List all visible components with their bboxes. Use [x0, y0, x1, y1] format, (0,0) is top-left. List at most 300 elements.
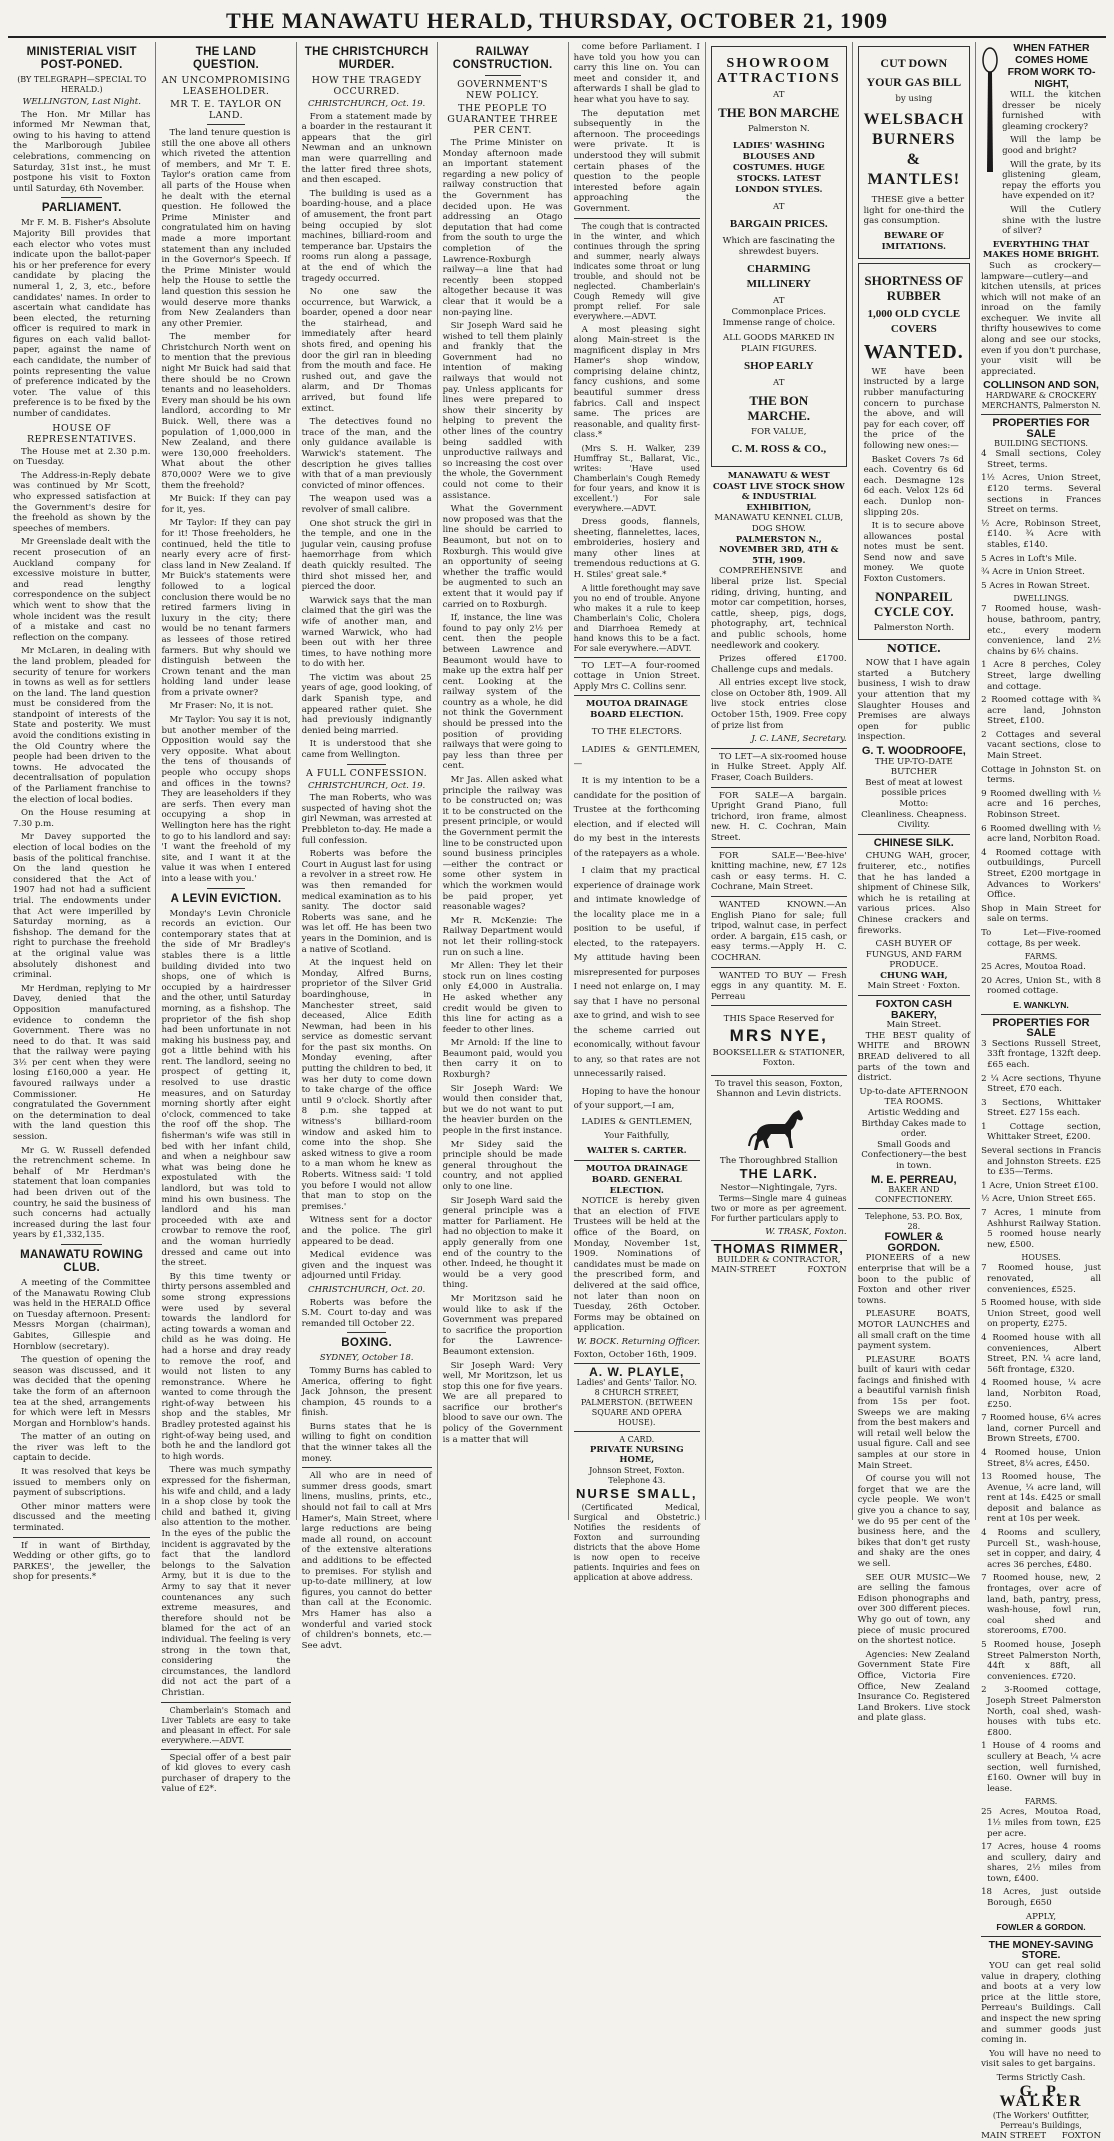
list-item: 7 Roomed house, 6¼ acres land, corner Purcell and Brown Streets, £700. [981, 1413, 1101, 1445]
subheadline: MR T. E. TAYLOR ON LAND. [170, 99, 282, 121]
article-paragraph: What the Government now proposed was that the line should be carried to Beaumont, but not on to Roxburgh. This would give an opportunity of seeing whether the traffic would be augmented to such an extent that it would pay if carried on to Roxburgh. [442, 504, 563, 610]
nye-location: Foxton. [762, 1058, 795, 1069]
election-close: LADIES & GENTLEMEN, [581, 1116, 693, 1127]
divider [981, 1936, 1101, 1937]
fowler-paragraph: SEE OUR MUSIC—We are selling the famous Edison phonographs and over 300 different pieces. Why go out of town, any piece of music procured on the shortest notice. [857, 1572, 971, 1647]
notice-signature: W. BOCK. Returning Officer. [576, 1336, 700, 1347]
list-item: 4 Roomed house, ¼ acre land, Norbiton Road, £250. [981, 1378, 1101, 1410]
lark-text: Nestor—Nightingale, 7yrs. [720, 1183, 838, 1194]
bakery-text: Artistic Wedding and Birthday Cakes made to order. [861, 1108, 967, 1140]
lark-text: The Thoroughbred Stallion [719, 1155, 838, 1166]
ad-text: WILL the kitchen dresser be nicely furnished with gleaming crockery? [1002, 90, 1101, 132]
article-paragraph: From a statement made by a boarder in the restaurant it appears that the girl Newman and an unknown man were quarrelling and the latter fired three shots, and then escaped. [301, 111, 432, 186]
list-item: 4 Roomed house, Union Street, 8¼ acres, £450. [981, 1447, 1101, 1469]
woodroofe-subheading: THE UP-TO-DATE BUTCHER [874, 756, 953, 778]
ad-text: Will the lamp be good and bright? [1002, 135, 1101, 156]
collinson-subheading: HARDWARE & CROCKERY MERCHANTS, Palmerston N. [981, 391, 1101, 411]
nye-text: THIS Space Reserved for [723, 1014, 834, 1025]
silk-location: Main Street · Foxton. [867, 981, 961, 992]
nye-subheading: BOOKSELLER & STATIONER, [712, 1047, 845, 1058]
article-paragraph: The victim was about 25 years of age, good looking, of dark Spanish type, and appeared rather quiet. She had previously indignantly denied being married. [301, 672, 432, 736]
article-paragraph: Mr Sidey said the principle should be made general throughout the country, and not applied only to one line. [442, 1139, 563, 1192]
article-paragraph: The building is used as a boarding-house, and a place of amusement, the front part being occupied by slot machines, billiard-room and temperance bar. Upstairs the rooms run along a passage, at the end of which the tragedy occurred. [301, 188, 432, 284]
article-paragraph: Mr R. McKenzie: The Railway Department would not let their rolling-stock run on such a line. [442, 915, 563, 958]
houses-subheading: HOUSES. [1021, 1253, 1061, 1263]
article-paragraph: At the inquest held on Monday, Alfred Burns, proprietor of the Silver Grid boardinghouse, in Manchester street, said deceased, Alice Edith Newman, had been in his service as domestic servant for the past six months. On Monday evening, after putting the children to bed, it was her duty to come down to take charge of the office until 9 o'clock. Shortly after 8 p.m. she tapped at witness's billiard-room window and asked him to come into the shop. She asked witness to give a room to a man whom he knew as Roberts. Witness said: 'I told you before I would not allow that man to stop on the premises.' [301, 958, 432, 1212]
properties-subheading: BUILDING SECTIONS. [994, 439, 1088, 449]
ad-text: Which are fascinating the shrewdest buyers. [722, 236, 835, 257]
nurse-address: Johnson Street, Foxton. Telephone 43. [589, 1465, 685, 1485]
column-8 [976, 42, 1106, 2141]
exhibition-heading: MANAWATU & WEST COAST LIVE STOCK SHOW & INDUSTRIAL EXHIBITION, [712, 471, 845, 513]
exhibition-paragraph: Prizes offered £1700. Challenge cups and medals. [710, 654, 847, 675]
bakery-heading: FOXTON CASH BAKERY, [875, 998, 952, 1021]
article-paragraph: The question of opening the season was discussed, and it was decided that the opening take the form of an afternoon tea at the shed, arrangements for which were left in Messrs Morgan and Hornblow's hands. [13, 1355, 151, 1429]
article-paragraph: The House met at 2.30 p.m. on Tuesday. [13, 446, 151, 468]
list-item: 5 Acres in Rowan Street. [981, 580, 1090, 591]
list-item: 25 Acres, Moutoa Road, 1½ miles from town, £25 per acre. [981, 1807, 1101, 1839]
ad-text: BARGAIN PRICES. [729, 218, 828, 230]
list-item: Several sections in Francis and Johnston Streets. £25 to £35—Terms. [981, 1146, 1101, 1178]
advert-paragraph: Chamberlain's Stomach and Liver Tablets are easy to take and pleasant in effect. For sale everywhere.—ADVT. [161, 1705, 291, 1745]
article-paragraph: Mr Buick: If they can pay for it, yes. [161, 494, 291, 515]
article-paragraph: Mr G. W. Russell defended the retrenchment scheme. In behalf of Mr Herdman's statement that loan companies had been driven out of the country, he said the business of such concerns had actually increased during the last four years by £1,332,135. [13, 1145, 151, 1241]
byline: (BY TELEGRAPH—SPECIAL TO HERALD.) [17, 75, 147, 94]
silk-name: CHUNG WAH, [880, 970, 948, 981]
article-paragraph: It is understood that she came from Wellington. [301, 739, 432, 761]
collinson-name: COLLINSON AND SON, [983, 379, 1099, 392]
list-item: 1 House of 4 rooms and scullery at Beach, ¼ acre section, well furnished, £160. Owner will buy in lease. [981, 1741, 1101, 1794]
list-item: 5 Acres in Loft's Mile. [981, 553, 1077, 564]
fowler-paragraph: PIONEERS of a new enterprise that will be a boon to the public of Foxton and other river towns. [857, 1253, 971, 1306]
ad-text: Will the Cutlery shine with the lustre of silver? [1002, 204, 1101, 237]
article-paragraph: The land tenure question is still the one above all others which riveted the attention of members, and Mr T. E. Taylor's oration came from all parts of the House when he dealt with the eternal question. He followed the Prime Minister and congratulated him on having made a more important statement than any included in the Governor's Speech. If the Prime Minister would help the House to settle the land question this session he would deserve more thanks from New Zealanders than any other Premier. [161, 128, 291, 329]
divider [711, 967, 847, 968]
divider [161, 1702, 290, 1703]
ad-text: SHORTNESS OF RUBBER [864, 272, 964, 303]
columns [8, 42, 1106, 2141]
rimmer-name: THOMAS RIMMER, [713, 1241, 844, 1257]
store-paragraph: You will have no need to visit sales to get bargains. [981, 2048, 1101, 2070]
fowler-heading: FOWLER & GORDON. [884, 1231, 944, 1254]
subheadline: GOVERNMENT'S NEW POLICY. [457, 79, 549, 101]
column-3 [297, 42, 438, 1651]
exhibition-signature: J. C. LANE, Secretary. [751, 734, 847, 745]
article-paragraph: On the House resuming at 7.30 p.m. [13, 808, 151, 829]
bakery-text: Small Goods and Confectionery—the best in town. [861, 1139, 967, 1171]
woodroofe-motto: Motto: [899, 798, 929, 809]
article-paragraph: One shot struck the girl in the temple, and one in the jugular vein, causing profuse haemorrhage from which death quickly resulted. The third shot missed her, and pierced the door. [301, 518, 432, 593]
bakery-owner: M. E. PERREAU, [871, 1173, 957, 1186]
exhibition-subheading: MANAWATU KENNEL CLUB, DOG SHOW. [714, 513, 844, 534]
nurse-details: (Certificated Medical, Surgical and Obstetric.) Notifies the residents of Foxton and surrounding districts that the above Home is now open to receive patients. Inquiries and fees on application at above address. [573, 1502, 700, 1582]
article-paragraph: The matter of an outing on the river was left to the captain to decide. [13, 1432, 151, 1464]
divider [858, 995, 970, 996]
silk-text: CASH BUYER OF FUNGUS, AND FARM PRODUCE. [865, 939, 962, 971]
collinson-advert [981, 42, 1101, 240]
lark-name: THE LARK. [739, 1166, 818, 1182]
rimmer-town: FOXTON [807, 1265, 847, 1276]
list-item: 13 Roomed house, The Avenue, ¼ acre land, will rent at 14s. £425 or small deposit and balance as rent at 10s per week. [981, 1472, 1101, 1525]
advert-paragraph: All who are in need of summer dress goods, smart linens, muslins, prints, etc., should not fail to call at Mrs Hamer's, Main Street, where large reductions are being made all round, on account of the extensive alterations and additions to be effected to premises. For stylish and up-to-date millinery, at low figures, you cannot do better than call at the Economic. Mrs Hamer has also a wonderful and varied stock of children's bonnets, etc.—See advt. [301, 1471, 432, 1651]
article-paragraph: A meeting of the Committee of the Manawatu Rowing Club was held in the HERALD Office on Tuesday afternoon. Present: Messrs Morgan (chairman), Gabites, Gillespie and Hornblow (secretary). [13, 1277, 151, 1352]
bakery-paragraph: THE BEST quality of WHITE and BROWN BREAD delivered to all parts of the town and district. [857, 1030, 971, 1084]
election-paragraph: It is my intention to be a candidate for the position of Trustee at the forthcoming election, and if elected will do my best in the interests of the ratepayers as a whole. [573, 776, 700, 859]
ad-text: CUT DOWN [880, 56, 948, 70]
ad-text: 1,000 OLD CYCLE COVERS [867, 307, 961, 335]
list-item: 25 Acres, Moutoa Road. [981, 962, 1086, 973]
election-subheading: TO THE ELECTORS. [591, 726, 682, 737]
list-item: 7 Roomed house, new, 2 frontages, over acre of land, bath, pantry, press, wash-house, fowl run, coal shed and storerooms, £700. [981, 1573, 1101, 1637]
article-paragraph: Roberts was before the Court in August last for using a revolver in a street row. He was then remanded for medical examination as to his sanity. The doctor said Roberts was sane, and he was let off. He has been two years in the Dominion, and is a native of Scotland. [301, 849, 432, 955]
list-item: 6 Roomed dwelling with ½ acre land, Norbiton Road. [981, 823, 1101, 845]
nurse-card: A CARD. [619, 1434, 655, 1444]
exhibition-dates: PALMERSTON N., NOVEMBER 3RD, 4TH & 5TH, 1909. [719, 534, 839, 566]
father-heading: WHEN FATHER COMES HOME FROM WORK TO-NIGHT, [1007, 42, 1096, 90]
headline-railway-construction: RAILWAY CONSTRUCTION. [452, 46, 553, 71]
properties-heading: PROPERTIES FOR SALE [992, 1016, 1090, 1040]
article-paragraph: Warwick says that the man claimed that the girl was the wife of another man, and warned Warwick, who had been out with her three times, to have nothing more to do with her. [301, 595, 432, 670]
fowler-paragraph: PLEASURE BOATS, MOTOR LAUNCHES and all small craft on the time payment system. [857, 1309, 971, 1352]
divider [981, 414, 1101, 415]
list-item: 1 Acre, Union Street £100. [981, 1180, 1099, 1191]
list-item: Shop in Main Street for sale on terms. [981, 903, 1101, 925]
ad-text: LADIES' WASHING BLOUSES AND COSTUMES. HUGE STOCKS. LATEST LONDON STYLES. [732, 141, 825, 195]
ad-text: AT [773, 378, 785, 388]
wanklyn-name: E. WANKLYN. [1013, 999, 1069, 1010]
list-item: 7 Roomed house, wash-house, bathroom, pantry, etc., every modern convenience, land 2½ chains by 6½ chains. [981, 604, 1101, 657]
masthead: THE MANAWATU HERALD, THURSDAY, OCTOBER 21, 1909 [8, 6, 1106, 38]
election-signature: WALTER S. CARTER. [586, 1145, 687, 1156]
woodroofe-motto: Cleanliness. Cheapness. Civility. [861, 809, 967, 831]
ad-text: WE have been instructed by a large rubber manufacturing concern to purchase the above, and will pay for each cover, off the price of the following new ones:— [863, 366, 965, 451]
divider [13, 1537, 150, 1538]
column-6 [706, 42, 853, 1520]
notice-paragraph: NOTICE is hereby given that an election of FIVE Trustees will be held at the office of the Board, on Monday, November 1st, 1909. Nominations of candidates must be made on the prescribed form, and delivered at the said office, not later than noon on Tuesday, 26th October. Forms may be obtained on application. [573, 1196, 700, 1334]
bakery-location: Main Street. [886, 1020, 942, 1031]
divider [711, 1075, 847, 1076]
store-location: Palmerston N. [747, 124, 810, 134]
subheadline: A FULL CONFESSION. [306, 767, 428, 779]
classified-ad: WANTED KNOWN.—An English Piano for sale; full tripod, walnut case, in perfect order. A bargain, £15 cash, or easy terms.—Apply H. C. COCHRAN. [710, 899, 847, 963]
ad-text: BEWARE OF IMITATIONS. [881, 230, 946, 252]
article-paragraph: The deputation met subsequently in the afternoon. The proceedings were private. It is understood they will submit certain phases of the question to the people interested before again approaching the Government. [573, 108, 700, 214]
list-item: ½ Acre, Robinson Street, £140. ¾ Acre with stables, £140. [981, 518, 1101, 550]
lark-signature: W. TRASK, Foxton. [765, 1226, 847, 1237]
notice-date: Foxton, October 16th, 1909. [573, 1349, 697, 1360]
article-paragraph: The member for Christchurch North went on to mention that the previous night Mr Buick had said that there should be no Crown tenants and no leaseholders. Every man should be his own landlord, according to Mr Buick. Well, there was a population of 1,000,000 in New Zealand, and there were 130,000 freeholders. What about the other 870,000? Were we to give them the freehold? [161, 332, 291, 491]
list-item: 2 Cottages and several vacant sections, close to Main Street. [981, 729, 1101, 762]
fowler-paragraph: PLEASURE BOATS built of kauri with cedar facings and finished with a beautiful varnish finish from 15s per foot. Sweeps we are making from the best makers and will retail well below the usual figure. Call and see samples at our store in Main Street. [857, 1354, 971, 1471]
list-item: 4 Roomed cottage with outbuildings, Purcell Street, £200 mortgage in Advances to Workers' Office. [981, 847, 1101, 901]
welsbach-title: WELSBACH BURNERS & MANTLES! [863, 111, 965, 188]
divider [711, 748, 847, 749]
rimmer-address [711, 1265, 847, 1276]
dateline: CHRISTCHURCH, Oct. 20. [307, 1284, 426, 1295]
article-paragraph: Sir Joseph Ward said the general principle was a matter for Parliament. He had no objection to make it apply generally from one end of the country to the other. Indeed, he thought it would be a very good thing. [442, 1195, 563, 1291]
article-paragraph: The Prime Minister on Monday afternoon made an important statement regarding a new policy of railway construction that the Government has decided upon. He was addressing an Otago deputation that had come from the south to urge the completion of the Lawrence-Roxburgh railway—a line that had recently been stopped altogether because it was clear that it would be a non-paying line. [442, 138, 563, 318]
dateline: CHRISTCHURCH, Oct. 19. [307, 780, 426, 791]
walker-subheading: Perreau's Buildings, [1000, 2120, 1082, 2130]
headline-land-question: THE LAND QUESTION. [193, 46, 259, 71]
divider [207, 124, 246, 125]
election-close: Your Faithfully, [604, 1131, 670, 1142]
article-paragraph: It was resolved that keys be issued to members only on payment of subscriptions. [13, 1467, 151, 1499]
store-owner: C. M. ROSS & CO., [731, 443, 827, 455]
list-item: 1½ Acres, Union Street, £120 terms. Several sections in Frances Street on terms. [981, 473, 1101, 516]
list-item: 2 3-Roomed cottage, Joseph Street Palmerston North, coal shed, wash-houses with tubs etc. £800. [981, 1685, 1101, 1738]
election-salutation: LADIES & GENTLEMEN,— [573, 745, 700, 770]
ad-text: Such as crockery—lampware—cutlery—and kitchen utensils, at prices which will not make of an inroad on the family exchequer. We invite all thrifty housewives to come along and see our stocks, even if you don't purchase, your visit will be appreciated. [981, 260, 1101, 377]
divider [711, 1005, 847, 1006]
article-paragraph: Dress goods, flannels, sheeting, flannelettes, laces, embroideries, hosiery and many other lines at tremendous reductions at G. H. Stiles' great sale.* [573, 517, 700, 580]
article-paragraph: Mr Taylor: You say it is not, but another member of the Opposition would say the very opposite. What about the tens of thousands of people who occupy shops and offices in the towns? They are leaseholders if they are serfs. Then every man occupying a shop in Wellington here has the right to go to his landlord and say: 'I want the freehold of my site, and I want it at the value it was when I entered into a lease with you.' [161, 715, 291, 884]
ad-text: FOR VALUE, [751, 427, 807, 437]
column-1 [8, 42, 156, 1583]
dateline: WELLINGTON, Last Night. [22, 97, 141, 107]
article-paragraph: The Address-in-Reply debate was continued by Mr Scott, who expressed satisfaction at the Government's desire for the freehold as shown by the speeches of members. [13, 470, 151, 534]
ad-text: AT [773, 90, 785, 100]
ad-text: SHOP EARLY [743, 360, 814, 372]
welsbach-advert [858, 46, 970, 259]
nurse-home-heading: PRIVATE NURSING HOME, [589, 1444, 684, 1466]
rimmer-street: MAIN-STREET [710, 1265, 777, 1276]
subheadline: HOUSE OF REPRESENTATIVES. [26, 422, 137, 445]
ad-text: ALL GOODS MARKED IN PLAIN FIGURES. [723, 333, 835, 354]
article-paragraph: A most pleasing sight along Main-street is the magnificent display in Mrs Hamer's shop window, comprising delaine chintz, fancy cushions, and some beautiful summer dress fabrics. Call and inspect same. The prices are reasonable, and quality first-class.* [573, 324, 700, 441]
walker-street: MAIN STREET [981, 2130, 1047, 2141]
walker-name: G. P. WALKER [999, 2082, 1083, 2111]
election-heading: MOUTOA DRAINAGE BOARD ELECTION. [585, 699, 688, 720]
showroom-title: SHOWROOM ATTRACTIONS [716, 56, 841, 86]
divider [574, 1363, 700, 1364]
walker-address [981, 2131, 1101, 2141]
walker-town: FOXTON [1061, 2130, 1101, 2141]
column-5 [569, 42, 706, 1582]
advert-paragraph: (Mrs S. H. Walker, 239 Humffray St., Ballarat, Vic., writes: 'Have used Chamberlain's Cough Remedy for four years, and know it is excellent.') For sale everywhere.—ADVT. [573, 444, 700, 514]
rimmer-subheading: BUILDER & CONTRACTOR, [717, 1254, 841, 1265]
nye-name: MRS NYE, [729, 1025, 828, 1045]
article-paragraph: Mr Herdman, replying to Mr Davey, denied that the Opposition manufactured evidence to condemn the Government. There was no need to do that. It was said that the railway were paying 3½ per cent when they were losing £160,000 a year. He favoured railways under a Commissioner. He congratulated the Government on the determination to deal with the land question this session. [13, 983, 151, 1143]
classified-ad: WANTED TO BUY — Fresh eggs in any quantity. M. E. Perreau [710, 970, 847, 1002]
properties-heading: PROPERTIES FOR SALE [992, 417, 1090, 440]
divider [347, 1332, 386, 1333]
divider [711, 896, 847, 897]
list-item: To Let—Five-roomed cottage, 8s per week. [981, 927, 1101, 949]
article-paragraph: If, instance, the line was found to pay only 2½ per cent. then the people between Lawrence and Beaumont would have to make up the extra half per cent. Looking at the railway system of the country as a whole, he did not think the Government should be pressed into the position of providing railways that were going to pay less than three per cent. [442, 613, 563, 772]
silk-heading: CHINESE SILK. [873, 836, 954, 849]
list-item: 20 Acres, Union St., with 8 roomed cottage. [981, 975, 1101, 997]
ad-text: YOUR GAS BILL [866, 75, 962, 89]
article-paragraph: Roberts was before the S.M. Court to-day and was remanded till October 22. [301, 1297, 432, 1329]
divider [161, 1749, 290, 1750]
list-item: 4 Roomed house with all conveniences, Albert Street, P.N. ¼ acre land, 56ft frontage, £320. [981, 1332, 1101, 1375]
article-paragraph: Mr Fraser: No, it is not. [169, 701, 274, 712]
divider [302, 1467, 432, 1468]
bakery-text: Up-to-date AFTERNOON TEA ROOMS. [859, 1086, 969, 1108]
properties-subheading: DWELLINGS. [1013, 594, 1069, 604]
article-paragraph: Tommy Burns has cabled to America, offering to fight Jack Johnson, the present champion, 45 rounds to a finish. [301, 1365, 432, 1419]
list-item: 1 Acre 8 perches, Coley Street, large dwelling and cottage. [981, 660, 1101, 692]
advert-paragraph: Special offer of a best pair of kid gloves to every cash purchaser of drapery to the value of £2*. [161, 1752, 291, 1795]
subheadline: AN UNCOMPROMISING LEASEHOLDER. [161, 75, 291, 97]
divider [574, 218, 700, 219]
article-paragraph: The weapon used was a revolver of small calibre. [301, 494, 432, 515]
article-paragraph: The Hon. Mr Millar has informed Mr Newman that, owing to his having to attend the Marlborough Jubilee celebrations, commencing on Saturday, 31st inst., he must postpone his visit to Foxton until Saturday, 6th November. [13, 109, 151, 194]
ad-text: AT [773, 202, 785, 212]
divider [347, 764, 386, 765]
article-paragraph: Mr Jas. Allen asked what principle the railway was to be constructed on; was it to be constructed on the present principle, or would the Government permit the line to be constructed upon sound business principles—either the contract or some other system in which the workmen would be paid proper, yet reasonable wages? [442, 775, 563, 913]
column-2 [156, 42, 296, 1795]
list-item: 4 Small sections, Coley Street, terms. [981, 449, 1101, 470]
ad-text: THESE give a better light for one-third the gas consumption. [863, 195, 965, 227]
article-paragraph: Mr Greenslade dealt with the recent prosecution of an Auckland company for excessive moisture in butter, and read lengthy correspondence on the subject which went to show that the whole incident was the result of a mistake and cast no reflection on the company. [13, 537, 151, 643]
divider [711, 787, 847, 788]
lark-text: To travel this season, Foxton, Shannon and Levin districts. [714, 1078, 843, 1100]
divider [711, 847, 847, 848]
column-4 [438, 42, 569, 1520]
ad-text: Will the grate, by its glistening gleam, repay the efforts you have expended on it? [1002, 159, 1101, 202]
article-paragraph: Witness sent for a doctor and the police. The girl appeared to be dead. [301, 1215, 432, 1247]
divider [574, 657, 700, 658]
election-paragraph: I claim that my practical experience of drainage work and intimate knowledge of the locality place me in a position to be useful, if elected, to the ratepayers. My attitude having been misrepresented for purposes I need not enlarge on, I may say that I have no personal axe to grind, and wish to see the scheme carried out economically, without favour to any, so that rates are not unnecessarily raised. [573, 866, 700, 1080]
notice-paragraph: NOW that I have again started a Butchery business, I wish to draw your attention that my Slaughter Houses and Premises are always open for public inspection. [857, 658, 971, 743]
election-paragraph: Hoping to have the honour of your support,—I am, [573, 1086, 700, 1111]
article-paragraph: Mr Moritzson said he would like to ask if the Government was prepared to sacrifice the proportion for the Lawrence-Beaumont extension. [442, 1293, 563, 1357]
ad-text: AT [773, 296, 785, 306]
list-item: ½ Acre, Union Street £65. [981, 1194, 1096, 1205]
woodroofe-name: G. T. WOODROOFE, [861, 745, 966, 757]
article-paragraph: The detectives found no trace of the man, and the only guidance available is Warwick's statement. The description he gives tallies with that of a man previously convicted of minor offences. [301, 417, 432, 491]
article-paragraph: Medical evidence was given and the inquest was adjourned until Friday. [301, 1250, 432, 1282]
advert-paragraph: The cough that is contracted in the winter, and which continues through the spring and summer, nearly always indicates some throat or lung trouble, and should not be neglected. Chamberlain's Cough Remedy will give prompt relief. For sale everywhere.—ADVT. [573, 221, 700, 321]
divider [574, 1160, 700, 1161]
divider [574, 695, 700, 696]
ad-text: Palmerston North. [873, 622, 955, 633]
horse-illustration [747, 1104, 811, 1152]
classified-ad: TO LET—A four-roomed cottage in Union Street. Apply Mrs C. Collins senr. [573, 660, 700, 692]
list-item: 7 Acres, 1 minute from Ashhurst Railway Station. 5 roomed house nearly new, £500. [981, 1208, 1101, 1250]
general-election-heading: MOUTOA DRAINAGE BOARD. GENERAL ELECTION. [585, 1164, 688, 1196]
notice-heading: NOTICE. [886, 641, 941, 655]
nurse-name: NURSE SMALL, [576, 1485, 698, 1501]
list-item: 3 Sections, Whittaker Street. £27 15s each. [981, 1097, 1101, 1119]
list-item: 9 Roomed dwelling with ½ acre and 16 perches, Robinson Street. [981, 788, 1101, 821]
article-paragraph: Mr Allen: They let their stock run on lines costing only £4,000 in Australia. He asked whether any credit would be given to this line for acting as a feeder to other lines. [442, 961, 563, 1035]
store-name: THE BON MARCHE [718, 105, 840, 120]
headline-levin-eviction: A LEVIN EVICTION. [170, 892, 282, 905]
headline-christchurch-murder: THE CHRISTCHURCH MURDER. [304, 46, 429, 71]
article-paragraph: By this time twenty or thirty persons assembled and some strong expressions were used by several towards the landlord for acting towards a woman and child as he was doing. He had a horse and dray ready to remove the roof, and would not listen to any remonstrance. Where he wanted to come through the right-of-way between his shop and the stables, Mr Bradley protested against his right-of-way being used, and both he and the landlord got to high words. [161, 1271, 291, 1462]
article-paragraph: Sir Joseph Ward: We would then consider that, but we do not want to put the heavier burden on the people in the first instance. [442, 1083, 563, 1137]
rubber-advert [858, 263, 970, 640]
article-paragraph: Mr F. M. B. Fisher's Absolute Majority Bill provides that each elector who votes must indicate upon the ballot-paper his or her preference for every candidate by placing the numeral 1, 2, 3, etc., before candidates' names. In order to ascertain what candidate has been elected, the returning officer is required to mark in figures on each valid ballot-paper, against the name of each candidate, the number of points representing the value of preference indicated by the voter. The value of this preference is to be fixed by the number of candidates. [13, 218, 151, 420]
lark-terms: Terms—Single mare 4 guineas two or more as per agreement. For further particulars apply to [710, 1193, 847, 1223]
classified-ad: FOR SALE—A bargain. Upright Grand Piano, full trichord, iron frame, almost new. H. C. Cochran, Main Street. [710, 790, 847, 843]
article-paragraph: come before Parliament. I have told you how you can carry this line on. You can meet and consider it, and afterwards I shall be glad to hear what you have to say. [573, 42, 700, 105]
apply-text: APPLY, [1025, 1911, 1057, 1922]
divider [61, 197, 102, 198]
headline-parliament: PARLIAMENT. [41, 202, 122, 215]
list-item: Cottage in Johnston St. on terms. [981, 764, 1101, 786]
advert-paragraph: If in want of Birthday, Wedding or other gifts, go to PARKES', the jeweller, the shop for presents.* [13, 1540, 151, 1583]
divider [207, 888, 246, 889]
list-item: 2 ¼ Acre sections, Thyune Street, £70 each. [981, 1073, 1101, 1095]
article-paragraph: Mr Arnold: If the line to Beaumont paid, would you then carry it on to Roxburgh? [442, 1038, 563, 1081]
store-heading: THE MONEY-SAVING STORE. [988, 1938, 1094, 1962]
father-subheading: EVERYTHING THAT MAKES HOME BRIGHT. [982, 239, 1100, 261]
store-name: THE BON MARCHE. [747, 393, 810, 423]
fowler-paragraph: Agencies: New Zealand Government State Fire Office, Victoria Fire Office, New Zealand Insurance Co. Registered Land Brokers. Live stock and plate glass. [857, 1649, 971, 1724]
article-paragraph: There was much sympathy expressed for the fisherman, his wife and child, and a lady in a shop close by took the child and bathed it, giving also attention to the mother. In the eyes of the public the incident is aggravated by the fact that the landlord belongs to the Salvation Army, but it is due to the Army to say that it never countenances any such extreme measures, and therefore should not be blamed for the act of an individual. The feeling is very strong in the town that, considering the circumstances, the landlord did not act the part of a Christian. [161, 1465, 291, 1698]
headline-rowing-club: MANAWATU ROWING CLUB. [20, 1248, 144, 1274]
list-item: 3 Sections Russell Street, 33ft frontage, 132ft deep. £65 each. [981, 1038, 1101, 1070]
list-item: 7 Roomed house, just renovated, all conveniences, £525. [981, 1263, 1101, 1295]
divider [485, 75, 521, 76]
dateline: SYDNEY, October 18. [319, 1353, 414, 1364]
list-item: 5 Roomed house, Joseph Street Palmerston North, 44ft x 88ft, all conveniences. £720. [981, 1640, 1101, 1682]
woodroofe-text: Best of meat at lowest possible prices [865, 777, 963, 799]
wanted-title: WANTED. [863, 340, 964, 363]
list-item: 18 Acres, just outside Borough, £650 [981, 1887, 1101, 1909]
article-paragraph: Mr Taylor: If they can pay for it! Those freeholders, he continued, held the title to nearly every acre of first-class land in New Zealand. If Mr Buick's statements were followed to a logical conclusion there would be no retired farmers living in luxury in the city; there would be no tenant farmers as lessees of those retired farmers. But why should we distinguish between the Crown tenant and the man holding land under lease from a private owner? [161, 518, 291, 698]
bon-marche-advert [711, 46, 847, 467]
article-paragraph: Monday's Levin Chronicle records an eviction. Our contemporary states that at the side of Mr Bradley's stables there is a little building divided into two shops, one of which is occupied by a hairdresser and the other, until Saturday morning, as a fishshop. The proprietor of the fish shop had been unfortunate in not making his business pay, and got a little behind with his rent. The landlord, seeing no prospect of getting it, resolved to use drastic measures, and on Saturday morning shortly after eight o'clock, commenced to take the roof off the shop. The fisherman's wife was still in bed with her infant child, and when a neighbour saw what was being done he expostulated with the landlord, but was told to mind his own business. The landlord and his man proceeded with axe and crowbar to remove the roof, and the woman hurriedly dressed and came out into the street. [161, 908, 291, 1269]
article-paragraph: Mr Davey supported the election of local bodies on the basis of the political franchise. On the land question he considered that the Act of 1907 had not had a sufficient trial. The endowments under that Act were imperilled by Saturday morning, as a fishshop. The demand for the right to purchase the freehold at the original value was absolutely dishonest and criminal. [13, 832, 151, 981]
list-item: 2 Roomed cottage with ¾ acre land, Johnston Street, £100. [981, 695, 1101, 727]
ad-text: Basket Covers 7s 6d each. Coventry 6s 6d each. Desmagne 12s 6d each. Velox 12s 6d each. Dunlop non-slipping 20s. [863, 454, 965, 518]
ad-text: by using [895, 94, 933, 104]
dateline: CHRISTCHURCH, Oct. 19. [307, 99, 426, 109]
subheadline: THE PEOPLE TO GUARANTEE THREE PER CENT. [447, 103, 559, 136]
divider [858, 1208, 970, 1209]
list-item: ¾ Acre in Union Street. [981, 567, 1085, 578]
fowler-paragraph: Of course you will not forget that we are the cycle people. We won't give you a chance to say, we do 95 per cent of the business here, and the bikes that don't get rusty and shaky are the ones we sell. [857, 1474, 971, 1569]
playle-details: Ladies' and Gents' Tailor. NO. 8 CHURCH STREET, PALMERSTON. (BETWEEN SQUARE AND OPERA HOUSE). [576, 1377, 697, 1427]
divider [981, 1014, 1101, 1015]
classified-ad: FOR SALE—'Bee-hive' knitting machine, new, £7 12s cash or easy terms. H. C. Cochrane, Main Street. [710, 850, 847, 893]
article-paragraph: Sir Joseph Ward said he wished to tell them plainly and frankly that the Government had no intention of making railways that would not pay. Unless applicants for lines were prepared to show their sincerity by helping to prevent the other lines of the country being saddled with unproductive railways and so increasing the cost over the whole, the Government could not come to their assistance. [442, 321, 563, 501]
headline-ministerial-visit: MINISTERIAL VISIT POST-PONED. [26, 46, 137, 71]
store-terms: Terms Strictly Cash. [996, 2072, 1086, 2083]
list-item: 1 Cottage section, Whittaker Street, £200. [981, 1121, 1101, 1143]
nonpareil-title: NONPAREIL CYCLE COY. [873, 588, 954, 619]
ad-text: It is to secure above allowances postal notes must be sent. Send now and save money. We quote Foxton Customers. [863, 521, 965, 585]
subheadline: HOW THE TRAGEDY OCCURRED. [311, 75, 422, 97]
spoon-icon [981, 46, 999, 176]
playle-heading: A. W. PLAYLE, [589, 1365, 685, 1380]
article-paragraph: Sir Joseph Ward: Very well, Mr Moritzson, let us stop this one for five years. We are all prepared to sacrifice our brother's blood to save our own. The policy of the Government is a matter that will [442, 1360, 563, 1445]
advert-paragraph: A little forethought may save you no end of trouble. Anyone who makes it a rule to keep Chamberlain's Colic, Cholera and Diarrhoea Remedy at hand knows this to be a fact. For sale everywhere.—ADVT. [573, 583, 700, 653]
fowler-name: FOWLER & GORDON. [996, 1922, 1086, 1933]
exhibition-paragraph: All entries except live stock, close on October 8th, 1909. All live stock entries close October 15th, 1909. Free copy of prize list from [710, 678, 847, 731]
headline-boxing: BOXING. [341, 1337, 392, 1350]
classified-ad: TO LET—A six-roomed house in Hulke Street. Apply Alf. Fraser, Coach Builders. [710, 751, 847, 784]
divider [574, 1431, 700, 1432]
walker-subheading: (The Workers' Outfitter, [992, 2110, 1090, 2120]
ad-text: CHARMING MILLINERY [746, 263, 811, 290]
list-item: 4 Rooms and scullery, Purcell St., wash-house, set in copper, and dairy, 4 acres 36 perches, £480. [981, 1528, 1101, 1570]
column-7 [853, 42, 976, 1724]
silk-paragraph: CHUNG WAH, grocer, fruiterer, etc., notifies that he has landed a shipment of Chinese Silk, which he is retailing at various prices. Also Chinese crackers and fireworks. [857, 851, 971, 936]
article-paragraph: Other minor matters were discussed and the meeting terminated. [13, 1501, 151, 1534]
article-paragraph: No one saw the occurrence, but Warwick, a boarder, opened a door near the stairhead, and immediately after heard shots fired, and opening his door the girl ran in bleeding from the mouth and face. He rushed out, and gave the alarm, and Dr Thomas arrived, but found life extinct. [301, 287, 432, 414]
telephone-line: Telephone, 53. P.O. Box, 28. [865, 1212, 963, 1232]
list-item: 17 Acres, house 4 rooms and scullery, dairy and shares, 2½ miles from town, £400. [981, 1842, 1101, 1884]
farms-subheading: FARMS. [1024, 1797, 1058, 1807]
bakery-subheading: BAKER AND CONFECTIONERY. [875, 1185, 953, 1205]
exhibition-paragraph: COMPREHENSIVE and liberal prize list. Special riding, driving, hunting, and motor car competition, horses, cattle, sheep, pigs, dogs, photography, art, technical and public schools, home needlework and cookery. [710, 566, 847, 651]
